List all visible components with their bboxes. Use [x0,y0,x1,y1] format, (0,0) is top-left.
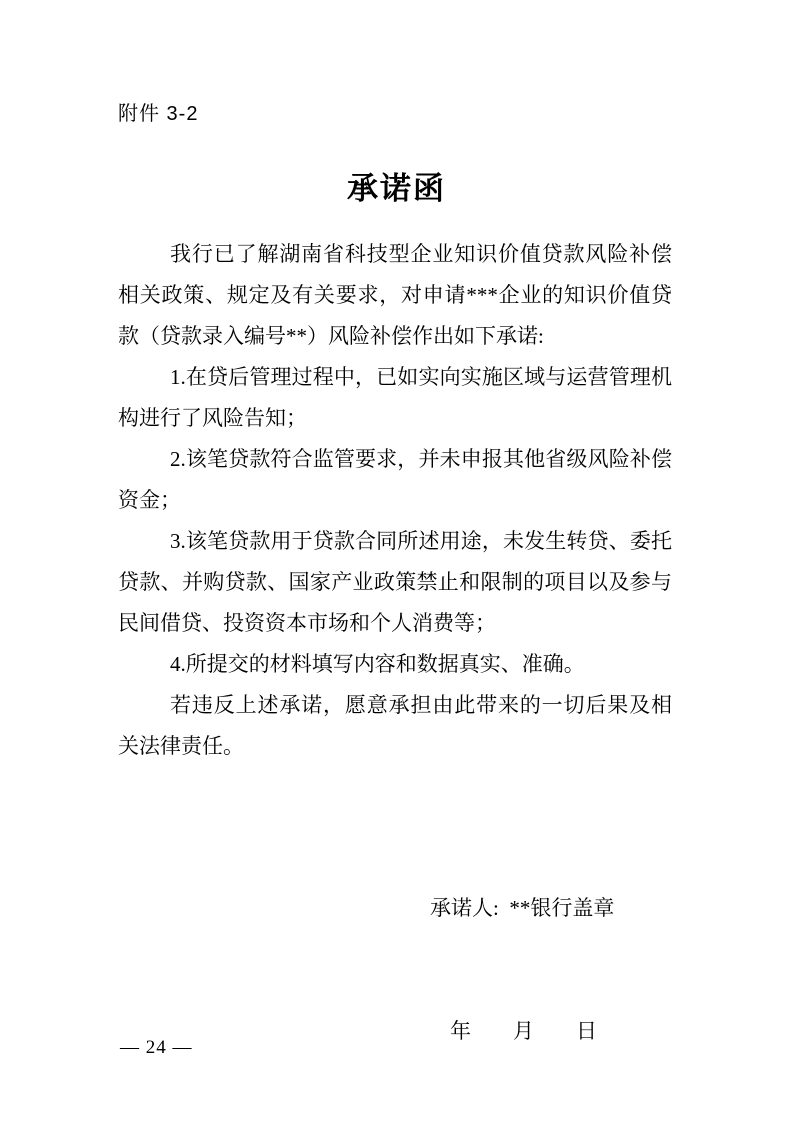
attachment-label: 附件 3-2 [118,103,199,125]
paragraph-clause-2: 2.该笔贷款符合监管要求，并未申报其他省级风险补偿资金； [118,447,672,512]
paragraph-clause-4: 4.所提交的材料填写内容和数据真实、准确。 [170,652,585,676]
document-body [118,234,672,767]
paragraph-closing: 若违反上述承诺，愿意承担由此带来的一切后果及相关法律责任。 [118,693,672,758]
paragraph-intro: 我行已了解湖南省科技型企业知识价值贷款风险补偿相关政策、规定及有关要求，对申请***企业的知识价值贷款（贷款录入编号**）风险补偿作出如下承诺: [118,242,672,348]
page-number: — 24 — [120,1037,193,1058]
signature-block [430,806,614,1122]
paragraph-clause-1: 1.在贷后管理过程中，已如实向实施区域与运营管理机构进行了风险告知； [118,365,672,430]
signature-signer-line: 承诺人: **银行盖章 [430,896,615,920]
document-title: 承诺函 [347,171,446,206]
signature-date-line: 年 月 日 [450,1019,597,1043]
paragraph-clause-3: 3.该笔贷款用于贷款合同所述用途，未发生转贷、委托贷款、并购贷款、国家产业政策禁止和限制的项目以及参与民间借贷、投资资本市场和个人消费等； [118,529,672,635]
